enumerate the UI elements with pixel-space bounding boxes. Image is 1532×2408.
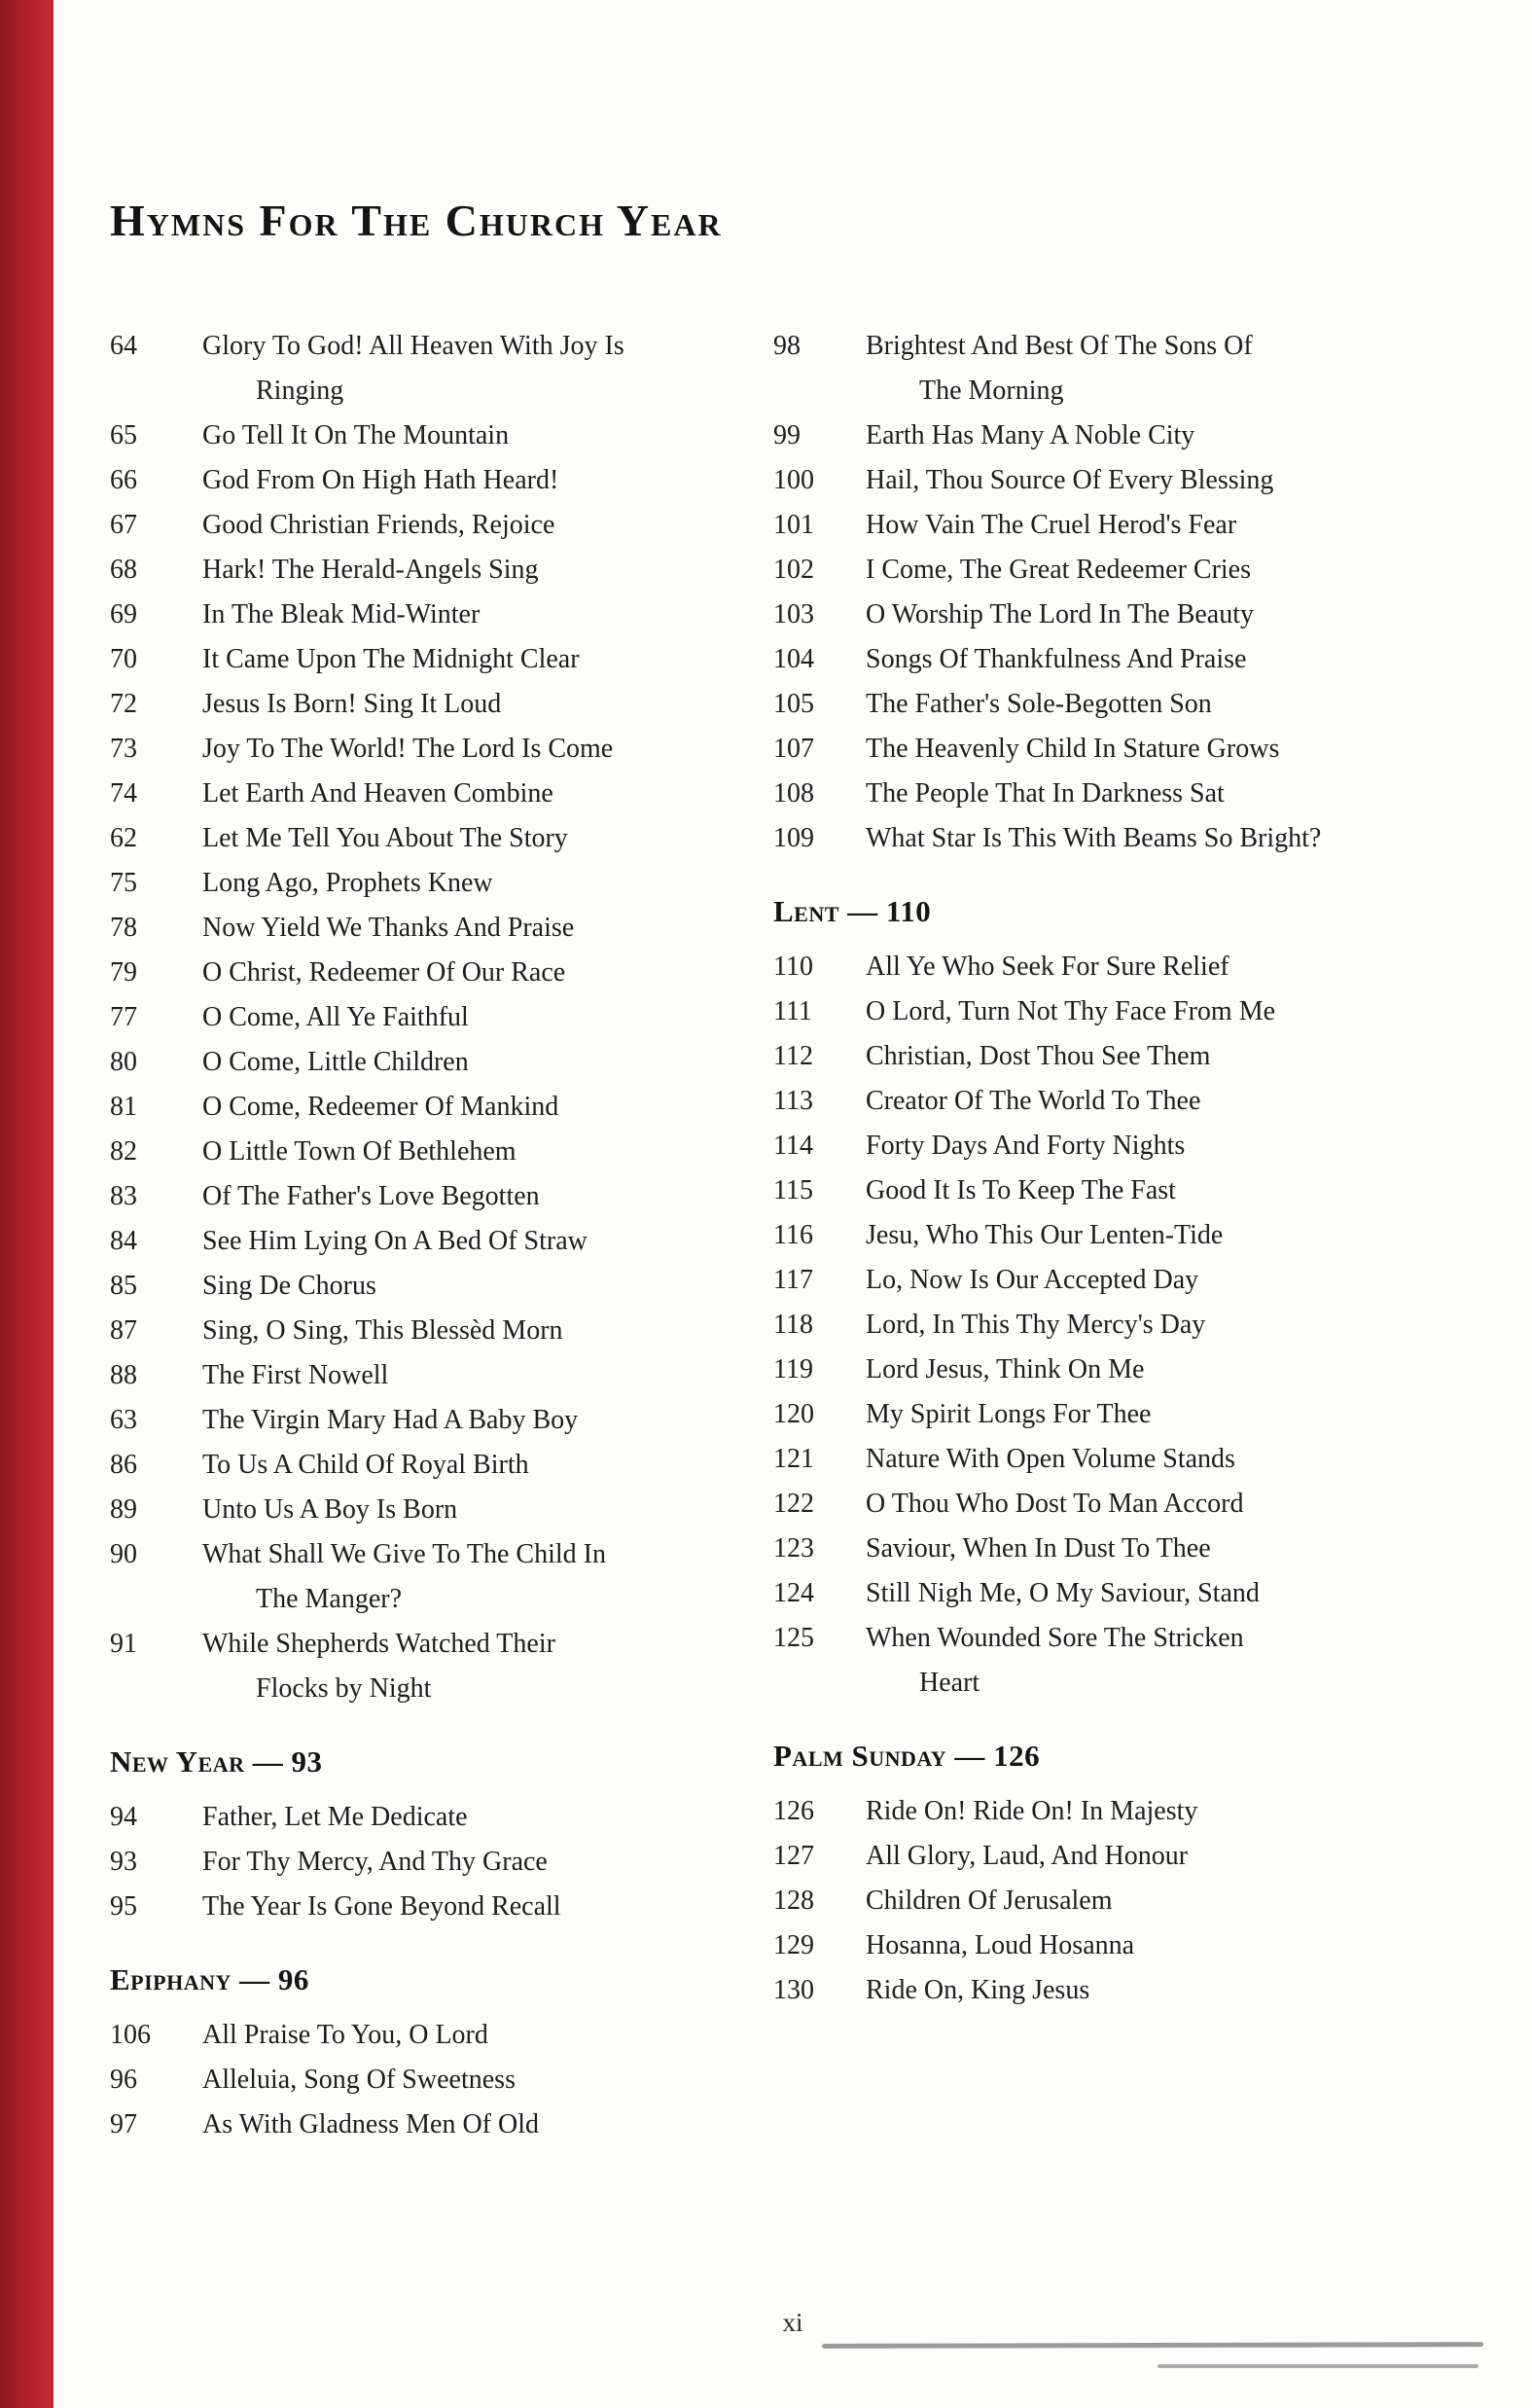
hymn-title: [866, 1789, 1513, 1834]
hymn-title-line: It Came Upon The Midnight Clear: [202, 644, 580, 674]
hymn-entry: [110, 1040, 773, 1085]
hymn-title-line: Sing, O Sing, This Blessèd Morn: [202, 1315, 563, 1346]
hymn-number: 123: [773, 1533, 814, 1563]
hymn-title-line: All Praise To You, O Lord: [202, 2020, 488, 2050]
hymn-title-line: Alleluia, Song Of Sweetness: [202, 2065, 516, 2095]
hymn-entry: [110, 1488, 773, 1532]
hymn-title: [866, 458, 1513, 503]
hymn-entry: [773, 413, 1513, 458]
hymn-title: [202, 1443, 773, 1488]
hymn-number: 129: [773, 1930, 814, 1960]
hymn-title: [866, 1303, 1513, 1348]
hymn-number: 89: [110, 1494, 137, 1525]
hymn-title: [866, 727, 1513, 772]
section-heading-page: — 96: [231, 1962, 309, 1996]
hymn-number: 73: [110, 734, 137, 764]
hymn-entry: [110, 593, 773, 637]
section-heading-label: Palm Sunday: [773, 1739, 947, 1773]
hymn-title: [866, 1079, 1513, 1124]
hymn-title-line: All Glory, Laud, And Honour: [866, 1841, 1189, 1871]
hymn-number: 78: [110, 913, 137, 943]
hymn-number: 84: [110, 1226, 137, 1256]
hymn-number: 97: [110, 2109, 137, 2139]
hymn-title: [202, 816, 773, 861]
hymn-title-line: O Come, All Ye Faithful: [202, 1002, 469, 1032]
hymn-number: 128: [773, 1886, 814, 1916]
hymn-title-line: My Spirit Longs For Thee: [866, 1399, 1152, 1429]
hymn-title-line: Go Tell It On The Mountain: [202, 420, 510, 450]
hymn-title: [866, 1834, 1513, 1879]
hymn-entry: [773, 1348, 1513, 1392]
index-columns: [110, 324, 1532, 2147]
section-heading-label: Epiphany: [110, 1962, 232, 1996]
hymn-entry: [110, 1174, 773, 1219]
hymn-title: [202, 951, 773, 995]
hymn-title-line: Of The Father's Love Begotten: [202, 1181, 540, 1211]
hymn-number: 74: [110, 778, 137, 809]
hymn-title-line: Christian, Dost Thou See Them: [866, 1041, 1211, 1071]
hymn-title-line: In The Bleak Mid-Winter: [202, 599, 481, 629]
hymn-title-line: O Come, Little Children: [202, 1047, 469, 1077]
hymn-entry: [110, 1398, 773, 1443]
hymn-number: 118: [773, 1310, 813, 1340]
hymn-number: 67: [110, 510, 137, 540]
hymn-entry: [110, 1085, 773, 1130]
hymn-title: [866, 772, 1513, 816]
hymn-entry: [110, 548, 773, 593]
hymn-entry: [773, 1437, 1513, 1482]
hymn-entry: [110, 1795, 773, 1840]
hymn-number: 110: [773, 952, 813, 982]
hymn-number: 120: [773, 1399, 814, 1429]
hymn-number: 109: [773, 823, 814, 853]
section-heading-page: — 126: [946, 1739, 1041, 1773]
hymn-entry: [773, 1789, 1513, 1834]
hymn-entry: [773, 1303, 1513, 1348]
hymn-title-line: Now Yield We Thanks And Praise: [202, 913, 575, 943]
hymn-number: 112: [773, 1041, 813, 1071]
hymn-entry: [110, 324, 773, 413]
hymn-number: 99: [773, 420, 801, 450]
hymn-title: [866, 1348, 1513, 1392]
hymn-title-line: Sing De Chorus: [202, 1271, 376, 1301]
hymn-title-line: Let Earth And Heaven Combine: [202, 778, 553, 809]
hymn-title: [866, 1168, 1513, 1213]
hymn-entry: [773, 324, 1513, 413]
hymn-title: [202, 682, 773, 727]
hymn-entry: [110, 951, 773, 995]
hymn-number: 83: [110, 1181, 137, 1211]
hymn-title: [202, 1219, 773, 1264]
hymn-entry: [773, 1258, 1513, 1303]
section-heading: [110, 1741, 773, 1783]
hymn-title-line: Good Christian Friends, Rejoice: [202, 510, 555, 540]
hymn-title-continuation: The Manger?: [256, 1584, 403, 1614]
hymn-title-line: Creator Of The World To Thee: [866, 1086, 1201, 1116]
hymn-entry: [110, 995, 773, 1040]
hymn-number: 100: [773, 465, 814, 495]
hymn-entry: [110, 2058, 773, 2103]
hymn-title-line: The Virgin Mary Had A Baby Boy: [202, 1405, 579, 1435]
hymn-number: 69: [110, 599, 137, 629]
hymn-number: 64: [110, 331, 137, 361]
hymn-title-line: The Father's Sole-Begotten Son: [866, 689, 1212, 719]
hymn-number: 117: [773, 1265, 813, 1295]
hymn-title-line: Hark! The Herald-Angels Sing: [202, 555, 539, 585]
hymn-entry: [773, 1879, 1513, 1923]
hymn-number: 82: [110, 1136, 137, 1167]
hymn-entry: [773, 772, 1513, 816]
hymn-number: 87: [110, 1315, 137, 1346]
hymn-number: 105: [773, 689, 814, 719]
hymn-title: [202, 2103, 773, 2147]
hymn-title: [202, 637, 773, 682]
hymn-title: [202, 1488, 773, 1532]
hymn-entry: [773, 727, 1513, 772]
hymn-number: 63: [110, 1405, 137, 1435]
hymn-title-line: O Christ, Redeemer Of Our Race: [202, 957, 566, 988]
hymn-number: 75: [110, 868, 137, 898]
hymn-title: [866, 1213, 1513, 1258]
hymn-title: [866, 413, 1513, 458]
hymn-title-line: Lord Jesus, Think On Me: [866, 1354, 1145, 1384]
hymn-number: 95: [110, 1891, 137, 1922]
hymn-title-line: Jesu, Who This Our Lenten-Tide: [866, 1220, 1224, 1250]
hymn-number: 98: [773, 331, 801, 361]
hymn-entry: [110, 727, 773, 772]
hymn-entry: [773, 458, 1513, 503]
hymn-title: [202, 861, 773, 906]
hymn-title-line: Jesus Is Born! Sing It Loud: [202, 689, 502, 719]
section-heading-page: — 93: [244, 1744, 323, 1779]
hymn-number: 80: [110, 1047, 137, 1077]
hymn-title-line: Unto Us A Boy Is Born: [202, 1494, 458, 1525]
hymn-entry: [110, 1885, 773, 1929]
hymn-number: 85: [110, 1271, 137, 1301]
hymn-entry: [773, 1527, 1513, 1571]
hymn-entry: [110, 1532, 773, 1622]
hymn-title-line: Glory To God! All Heaven With Joy Is: [202, 331, 624, 361]
hymn-title: [866, 1258, 1513, 1303]
hymn-entry: [773, 637, 1513, 682]
hymn-entry: [110, 772, 773, 816]
hymn-title: [202, 1532, 773, 1622]
hymn-title: [202, 995, 773, 1040]
hymn-number: 102: [773, 555, 814, 585]
left-column: [110, 324, 773, 2147]
hymn-title: [866, 1571, 1513, 1616]
section-heading: [773, 1735, 1513, 1778]
hymn-title-line: As With Gladness Men Of Old: [202, 2109, 539, 2139]
hymn-title-line: Saviour, When In Dust To Thee: [866, 1533, 1211, 1563]
hymn-title: [866, 324, 1513, 413]
hymn-title: [866, 989, 1513, 1034]
hymn-entry: [110, 1309, 773, 1353]
hymn-entry: [773, 1923, 1513, 1968]
hymn-title-line: Brightest And Best Of The Sons Of: [866, 331, 1253, 361]
hymn-entry: [773, 1213, 1513, 1258]
hymn-title-line: Joy To The World! The Lord Is Come: [202, 734, 614, 764]
hymn-entry: [110, 682, 773, 727]
hymn-title: [866, 593, 1513, 637]
hymn-entry: [773, 1968, 1513, 2013]
hymn-title: [866, 1968, 1513, 2013]
hymn-title: [866, 637, 1513, 682]
hymn-entry: [773, 989, 1513, 1034]
hymn-title: [866, 1034, 1513, 1079]
hymn-title-line: See Him Lying On A Bed Of Straw: [202, 1226, 588, 1256]
hymn-entry: [773, 593, 1513, 637]
hymn-number: 124: [773, 1578, 814, 1608]
hymn-title-line: To Us A Child Of Royal Birth: [202, 1450, 529, 1480]
hymn-entry: [773, 503, 1513, 548]
hymn-number: 111: [773, 996, 812, 1026]
hymn-title-continuation: Heart: [919, 1668, 980, 1698]
hymn-title-line: O Worship The Lord In The Beauty: [866, 599, 1255, 629]
hymn-entry: [110, 637, 773, 682]
hymn-title-line: The Year Is Gone Beyond Recall: [202, 1891, 561, 1922]
hymn-entry: [773, 1482, 1513, 1527]
hymn-entry: [110, 906, 773, 951]
page-edge-line: [1158, 2364, 1479, 2368]
hymn-number: 65: [110, 420, 137, 450]
hymn-title: [202, 503, 773, 548]
hymn-number: 115: [773, 1175, 813, 1205]
hymn-title-line: Ride On! Ride On! In Majesty: [866, 1796, 1198, 1826]
hymn-title: [202, 1040, 773, 1085]
hymn-title: [866, 1482, 1513, 1527]
hymn-entry: [110, 1219, 773, 1264]
hymn-entry: [110, 458, 773, 503]
hymn-number: 77: [110, 1002, 137, 1032]
section-heading-label: New Year: [110, 1744, 245, 1779]
hymn-title-line: Forty Days And Forty Nights: [866, 1131, 1186, 1161]
hymn-entry: [110, 413, 773, 458]
hymn-title: [202, 1130, 773, 1174]
hymn-title: [202, 772, 773, 816]
hymn-title: [202, 2013, 773, 2058]
hymn-number: 104: [773, 644, 814, 674]
section-heading-label: Lent: [773, 894, 839, 928]
hymn-title: [202, 548, 773, 593]
hymn-title-line: Father, Let Me Dedicate: [202, 1802, 468, 1832]
hymn-entry: [773, 548, 1513, 593]
hymn-entry: [773, 1034, 1513, 1079]
hymn-number: 126: [773, 1796, 814, 1826]
hymn-title: [866, 503, 1513, 548]
hymn-title: [202, 727, 773, 772]
hymn-title-continuation: The Morning: [919, 376, 1064, 406]
hymn-title-line: All Ye Who Seek For Sure Relief: [866, 952, 1229, 982]
hymn-entry: [110, 1130, 773, 1174]
hymn-title-line: Long Ago, Prophets Knew: [202, 868, 493, 898]
hymn-number: 72: [110, 689, 137, 719]
hymn-entry: [110, 1622, 773, 1711]
hymn-entry: [110, 503, 773, 548]
hymn-entry: [110, 2013, 773, 2058]
hymn-title-line: What Shall We Give To The Child In: [202, 1539, 606, 1569]
hymn-entry: [773, 1124, 1513, 1168]
hymn-title-line: Lord, In This Thy Mercy's Day: [866, 1310, 1206, 1340]
hymn-title-line: How Vain The Cruel Herod's Fear: [866, 510, 1237, 540]
hymn-title-line: Children Of Jerusalem: [866, 1886, 1113, 1916]
hymn-title-line: O Come, Redeemer Of Mankind: [202, 1092, 559, 1122]
hymn-title-line: I Come, The Great Redeemer Cries: [866, 555, 1252, 585]
hymn-entry: [773, 1616, 1513, 1706]
hymn-title-line: The First Nowell: [202, 1360, 389, 1390]
hymn-title: [202, 906, 773, 951]
hymn-entry: [110, 1264, 773, 1309]
hymn-number: 81: [110, 1092, 137, 1122]
hymn-title: [866, 1437, 1513, 1482]
hymn-number: 122: [773, 1489, 814, 1519]
hymn-number: 79: [110, 957, 137, 988]
hymn-entry: [110, 2103, 773, 2147]
index-page: [53, 0, 1532, 2408]
page-title: Hymns For The Church Year: [110, 196, 723, 245]
hymn-number: 121: [773, 1444, 814, 1474]
hymn-number: 88: [110, 1360, 137, 1390]
hymn-title: [866, 1616, 1513, 1706]
hymn-number: 101: [773, 510, 814, 540]
hymn-title-continuation: Flocks by Night: [256, 1673, 432, 1704]
hymn-entry: [773, 1834, 1513, 1879]
hymn-number: 116: [773, 1220, 813, 1250]
hymn-number: 127: [773, 1841, 814, 1871]
hymn-title: [202, 2058, 773, 2103]
hymn-entry: [773, 816, 1513, 861]
hymn-title-line: Songs Of Thankfulness And Praise: [866, 644, 1247, 674]
section-heading: [110, 1959, 773, 2001]
hymn-title: [202, 1264, 773, 1309]
hymn-title-line: Good It Is To Keep The Fast: [866, 1175, 1176, 1205]
hymn-title-line: O Little Town Of Bethlehem: [202, 1136, 517, 1167]
hymn-entry: [110, 1840, 773, 1885]
hymn-title: [202, 324, 773, 413]
hymn-number: 94: [110, 1802, 137, 1832]
hymn-entry: [773, 1168, 1513, 1213]
hymn-title-line: The People That In Darkness Sat: [866, 778, 1225, 809]
book-cover-edge: [0, 0, 53, 2408]
hymn-number: 70: [110, 644, 137, 674]
hymn-title: [866, 1879, 1513, 1923]
hymn-title-line: While Shepherds Watched Their: [202, 1629, 555, 1659]
hymn-title: [866, 682, 1513, 727]
hymn-number: 91: [110, 1629, 137, 1659]
hymn-number: 96: [110, 2065, 137, 2095]
hymn-number: 93: [110, 1847, 137, 1877]
hymn-title: [202, 1795, 773, 1840]
page-number: xi: [782, 2308, 803, 2337]
hymn-number: 90: [110, 1539, 137, 1569]
hymn-title-line: God From On High Hath Heard!: [202, 465, 559, 495]
hymn-entry: [773, 1392, 1513, 1437]
hymn-title: [866, 1392, 1513, 1437]
hymn-number: 107: [773, 734, 814, 764]
hymn-title-line: Let Me Tell You About The Story: [202, 823, 568, 853]
hymn-number: 130: [773, 1975, 814, 2005]
hymn-title-line: Still Nigh Me, O My Saviour, Stand: [866, 1578, 1260, 1608]
hymn-title-line: Nature With Open Volume Stands: [866, 1444, 1235, 1474]
hymn-number: 103: [773, 599, 814, 629]
hymn-entry: [773, 1571, 1513, 1616]
section-heading-page: — 110: [838, 894, 932, 928]
hymn-number: 66: [110, 465, 137, 495]
hymn-entry: [110, 1443, 773, 1488]
hymn-title: [202, 1174, 773, 1219]
hymn-title: [202, 1309, 773, 1353]
hymn-title: [202, 1085, 773, 1130]
hymn-title: [866, 945, 1513, 989]
hymn-title: [202, 1353, 773, 1398]
hymn-entry: [773, 945, 1513, 989]
hymn-number: 106: [110, 2020, 151, 2050]
hymn-entry: [773, 682, 1513, 727]
hymn-title-line: Hosanna, Loud Hosanna: [866, 1930, 1135, 1960]
hymn-entry: [773, 1079, 1513, 1124]
hymn-title: [866, 1923, 1513, 1968]
hymn-number: 114: [773, 1131, 813, 1161]
right-column: [773, 324, 1513, 2147]
hymn-title-line: When Wounded Sore The Stricken: [866, 1623, 1244, 1653]
hymn-title-line: Lo, Now Is Our Accepted Day: [866, 1265, 1199, 1295]
hymn-title-line: The Heavenly Child In Stature Grows: [866, 734, 1280, 764]
hymn-number: 86: [110, 1450, 137, 1480]
hymn-title-line: Earth Has Many A Noble City: [866, 420, 1195, 450]
hymn-title-line: For Thy Mercy, And Thy Grace: [202, 1847, 548, 1877]
hymn-title-line: Ride On, King Jesus: [866, 1975, 1090, 2005]
hymn-title: [866, 816, 1513, 861]
hymn-number: 68: [110, 555, 137, 585]
hymn-title: [866, 548, 1513, 593]
hymn-title-line: Hail, Thou Source Of Every Blessing: [866, 465, 1274, 495]
hymn-title: [866, 1124, 1513, 1168]
hymn-title-line: What Star Is This With Beams So Bright?: [866, 823, 1322, 853]
hymn-title: [202, 1622, 773, 1711]
hymn-title-continuation: Ringing: [256, 376, 344, 406]
hymn-entry: [110, 861, 773, 906]
hymn-entry: [110, 1353, 773, 1398]
hymn-title: [202, 1398, 773, 1443]
hymn-number: 125: [773, 1623, 814, 1653]
hymn-entry: [110, 816, 773, 861]
hymn-title: [202, 1885, 773, 1929]
hymn-number: 119: [773, 1354, 813, 1384]
hymn-number: 108: [773, 778, 814, 809]
hymn-title-line: O Thou Who Dost To Man Accord: [866, 1489, 1244, 1519]
hymn-number: 113: [773, 1086, 813, 1116]
hymn-number: 62: [110, 823, 137, 853]
hymn-title: [202, 413, 773, 458]
hymn-title: [202, 458, 773, 503]
section-heading: [773, 890, 1513, 933]
hymn-title: [202, 1840, 773, 1885]
hymn-title-line: O Lord, Turn Not Thy Face From Me: [866, 996, 1276, 1026]
hymn-title: [202, 593, 773, 637]
hymn-title: [866, 1527, 1513, 1571]
